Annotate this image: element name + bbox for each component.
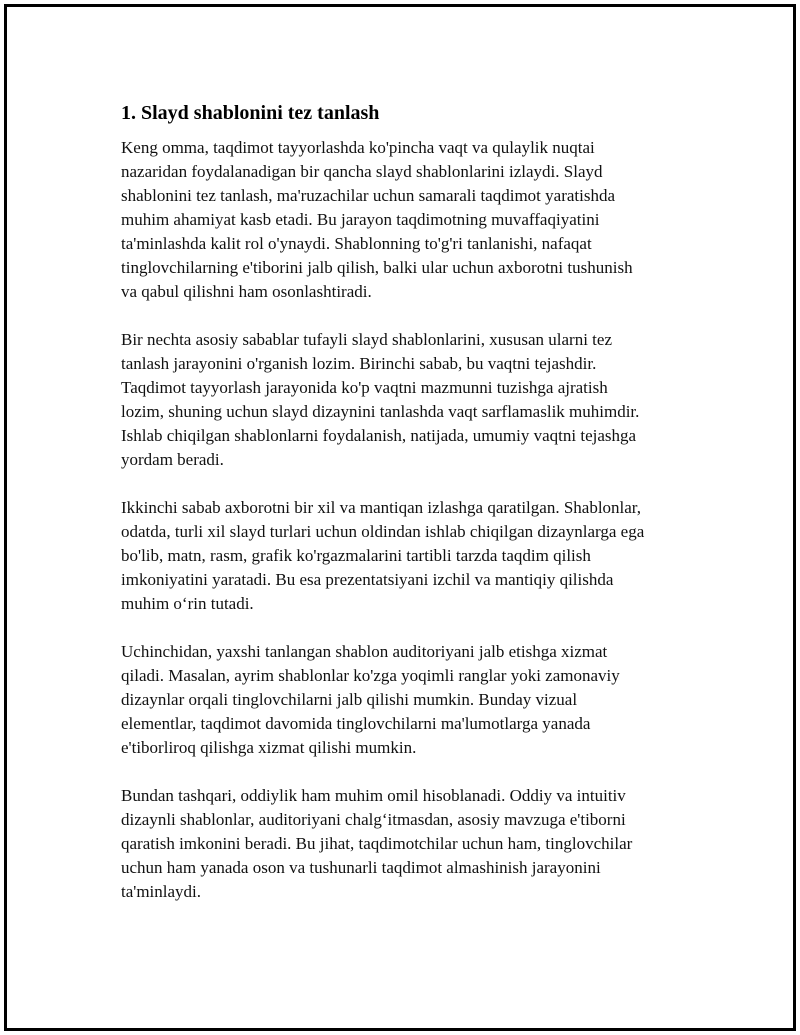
text-line: dizaynlar orqali tinglovchilarni jalb qilishi mumkin. Bunday vizual xyxy=(121,690,578,709)
text-line: e'tiborliroq qilishga xizmat qilishi mumkin. xyxy=(121,738,417,757)
text-line: odatda, turli xil slayd turlari uchun oldindan ishlab chiqilgan dizaynlarga ega xyxy=(121,522,645,541)
paragraph-3 xyxy=(121,496,701,616)
text-line: nazaridan foydalanadigan bir qancha slayd shablonlarini izlaydi. Slayd xyxy=(121,162,603,181)
text-line: Bir nechta asosiy sabablar tufayli slayd shablonlarini, xususan ularni tez xyxy=(121,330,612,349)
text-line: elementlar, taqdimot davomida tinglovchilarni ma'lumotlarga yanada xyxy=(121,714,591,733)
text-line: tinglovchilarning e'tiborini jalb qilish, balki ular uchun axborotni tushunish xyxy=(121,258,633,277)
text-line: muhim o‘rin tutadi. xyxy=(121,594,254,613)
text-line: uchun ham yanada oson va tushunarli taqdimot almashinish jarayonini xyxy=(121,858,601,877)
paragraph-5 xyxy=(121,784,701,904)
text-line: qiladi. Masalan, ayrim shablonlar ko'zga yoqimli ranglar yoki zamonaviy xyxy=(121,666,620,685)
text-line: yordam beradi. xyxy=(121,450,224,469)
page-frame xyxy=(4,4,796,1031)
text-line: dizaynli shablonlar, auditoriyani chalg‘itmasdan, asosiy mavzuga e'tiborni xyxy=(121,810,626,829)
paragraph-1 xyxy=(121,136,701,304)
text-line: Ishlab chiqilgan shablonlarni foydalanish, natijada, umumiy vaqtni tejashga xyxy=(121,426,637,445)
text-line: Taqdimot tayyorlash jarayonida ko'p vaqtni mazmunni tuzishga ajratish xyxy=(121,378,608,397)
text-line: muhim ahamiyat kasb etadi. Bu jarayon taqdimotning muvaffaqiyatini xyxy=(121,210,600,229)
section-heading: 1. Slayd shablonini tez tanlash xyxy=(121,102,380,124)
text-line: lozim, shuning uchun slayd dizaynini tanlashda vaqt sarflamaslik muhimdir. xyxy=(121,402,640,421)
paragraph-4 xyxy=(121,640,701,760)
text-line: Bundan tashqari, oddiylik ham muhim omil hisoblanadi. Oddiy va intuitiv xyxy=(121,786,626,805)
text-line: va qabul qilishni ham osonlashtiradi. xyxy=(121,282,372,301)
text-line: imkoniyatini yaratadi. Bu esa prezentatsiyani izchil va mantiqiy qilishda xyxy=(121,570,614,589)
text-line: Uchinchidan, yaxshi tanlangan shablon auditoriyani jalb etishga xizmat xyxy=(121,642,608,661)
text-line: tanlash jarayonini o'rganish lozim. Birinchi sabab, bu vaqtni tejashdir. xyxy=(121,354,597,373)
text-line: Ikkinchi sabab axborotni bir xil va mantiqan izlashga qaratilgan. Shablonlar, xyxy=(121,498,642,517)
document-body xyxy=(121,101,701,928)
text-line: qaratish imkonini beradi. Bu jihat, taqdimotchilar uchun ham, tinglovchilar xyxy=(121,834,633,853)
paragraph-2 xyxy=(121,328,701,472)
text-line: ta'minlaydi. xyxy=(121,882,202,901)
text-line: Keng omma, taqdimot tayyorlashda ko'pincha vaqt va qulaylik nuqtai xyxy=(121,138,595,157)
text-line: shablonini tez tanlash, ma'ruzachilar uchun samarali taqdimot yaratishda xyxy=(121,186,616,205)
text-line: bo'lib, matn, rasm, grafik ko'rgazmalarini tartibli tarzda taqdim qilish xyxy=(121,546,591,565)
text-line: ta'minlashda kalit rol o'ynaydi. Shablonning to'g'ri tanlanishi, nafaqat xyxy=(121,234,592,253)
